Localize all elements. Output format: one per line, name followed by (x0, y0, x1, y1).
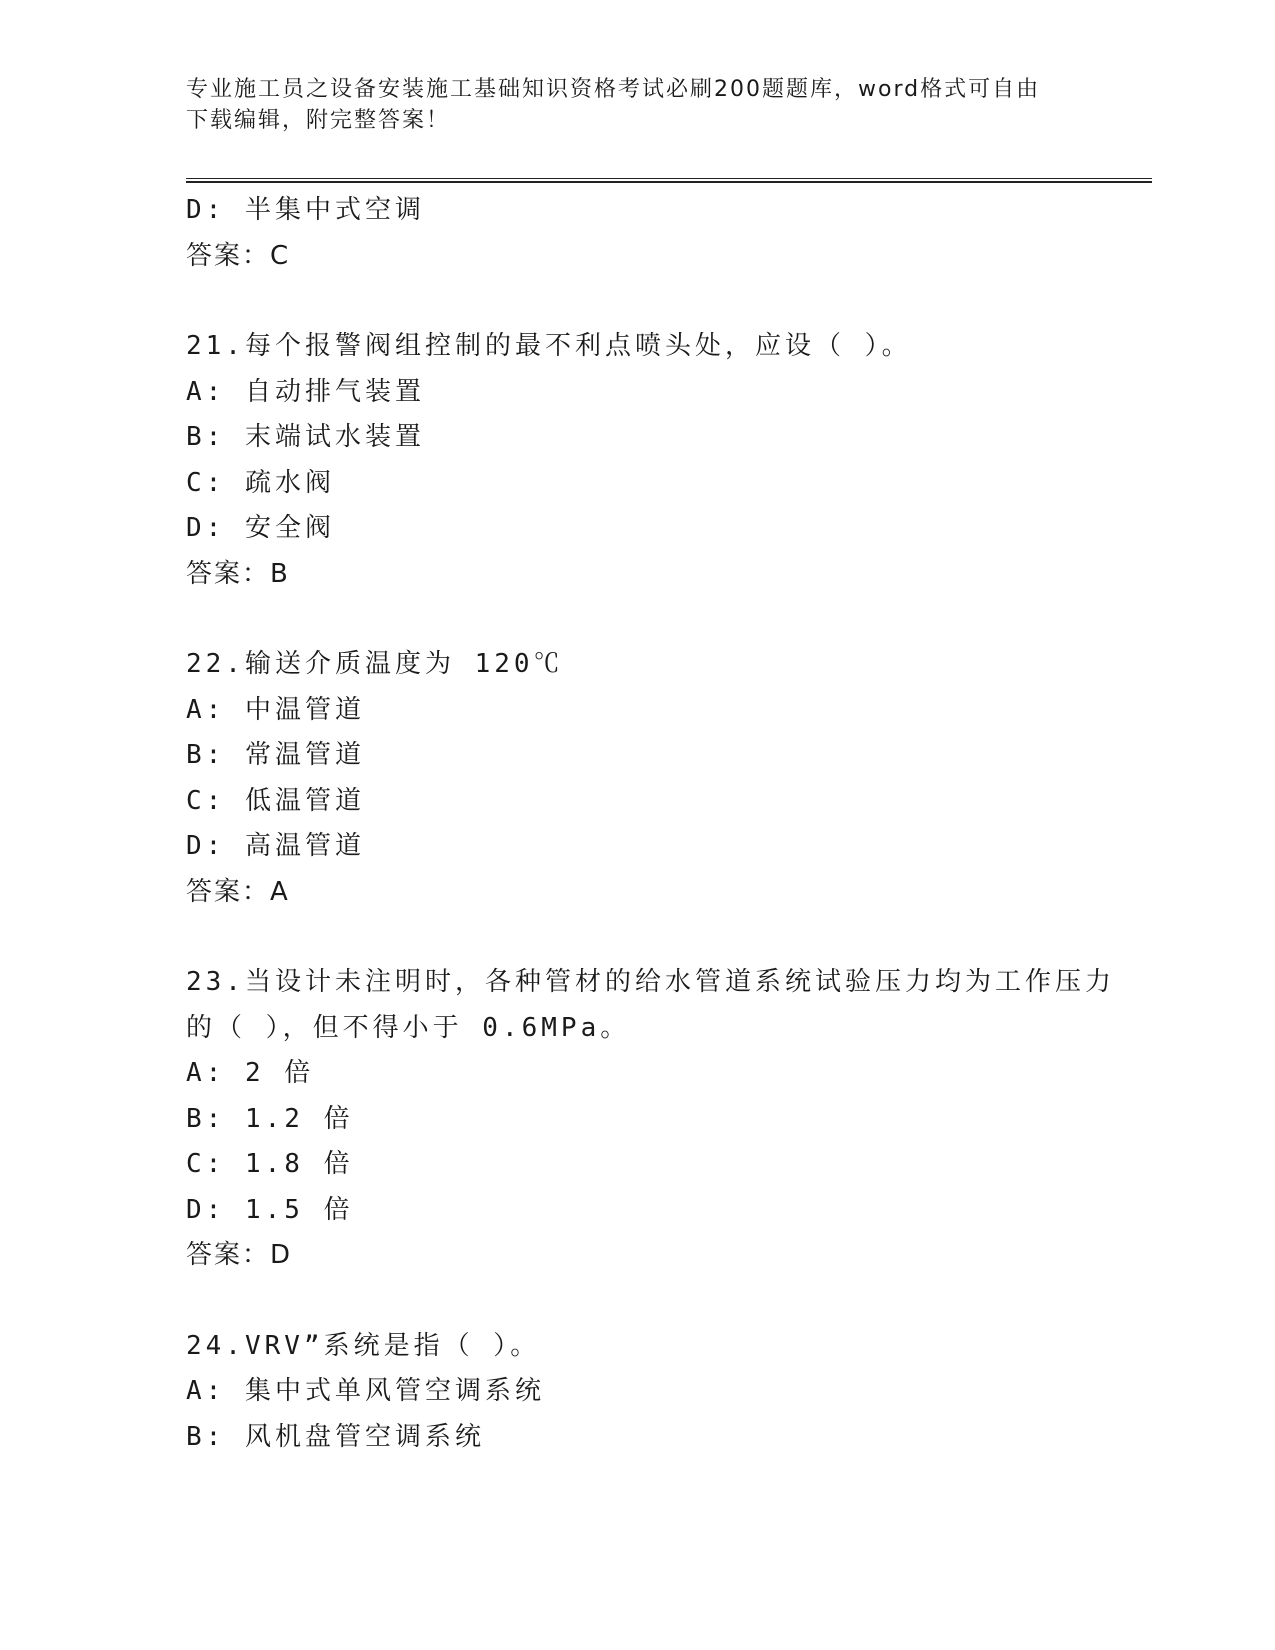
question-list (186, 188, 1115, 1460)
question-block-20 (186, 188, 1086, 279)
question-block-24 (186, 1324, 1086, 1461)
answer-line: 答案：B (186, 558, 290, 589)
option-a: A: 集中式单风管空调系统 (186, 1376, 545, 1406)
answer-line: 答案：A (186, 876, 290, 907)
question-block-23 (186, 960, 1115, 1279)
option-d: D: 1.5 倍 (186, 1194, 354, 1225)
question-text-line-1: 23.当设计未注明时，各种管材的给水管道系统试验压力均为工作压力 (186, 967, 1115, 997)
option-c: C: 1.8 倍 (186, 1149, 354, 1179)
option-a: A: 2 倍 (186, 1058, 315, 1088)
header-line-1: 专业施工员之设备安装施工基础知识资格考试必刷200题题库，word格式可自由 (186, 77, 1041, 102)
option-d: D: 半集中式空调 (186, 195, 425, 225)
question-text: 22.输送介质温度为 120℃ (186, 649, 564, 679)
question-text: 24.VRV”系统是指（ ）。 (186, 1330, 541, 1361)
option-b: B: 风机盘管空调系统 (186, 1421, 485, 1452)
option-d: D: 高温管道 (186, 831, 365, 861)
option-c: C: 低温管道 (186, 785, 365, 816)
option-b: B: 1.2 倍 (186, 1103, 354, 1134)
header-line-2: 下载编辑，附完整答案！ (186, 108, 451, 133)
header-divider-thick (186, 181, 1152, 183)
document-header (186, 74, 1086, 136)
option-b: B: 常温管道 (186, 740, 365, 770)
answer-line: 答案：D (186, 1240, 293, 1270)
question-text: 21.每个报警阀组控制的最不利点喷头处，应设（ ）。 (186, 331, 912, 361)
option-c: C: 疏水阀 (186, 467, 335, 498)
option-b: B: 末端试水装置 (186, 422, 425, 452)
option-a: A: 自动排气装置 (186, 376, 425, 407)
question-block-21 (186, 324, 1086, 597)
question-text-line-2: 的（ ），但不得小于 0.6MPa。 (186, 1012, 631, 1043)
header-divider-thin (186, 178, 1152, 179)
answer-line: 答案：C (186, 240, 291, 271)
question-block-22 (186, 642, 1086, 915)
option-d: D: 安全阀 (186, 513, 335, 543)
option-a: A: 中温管道 (186, 694, 365, 725)
